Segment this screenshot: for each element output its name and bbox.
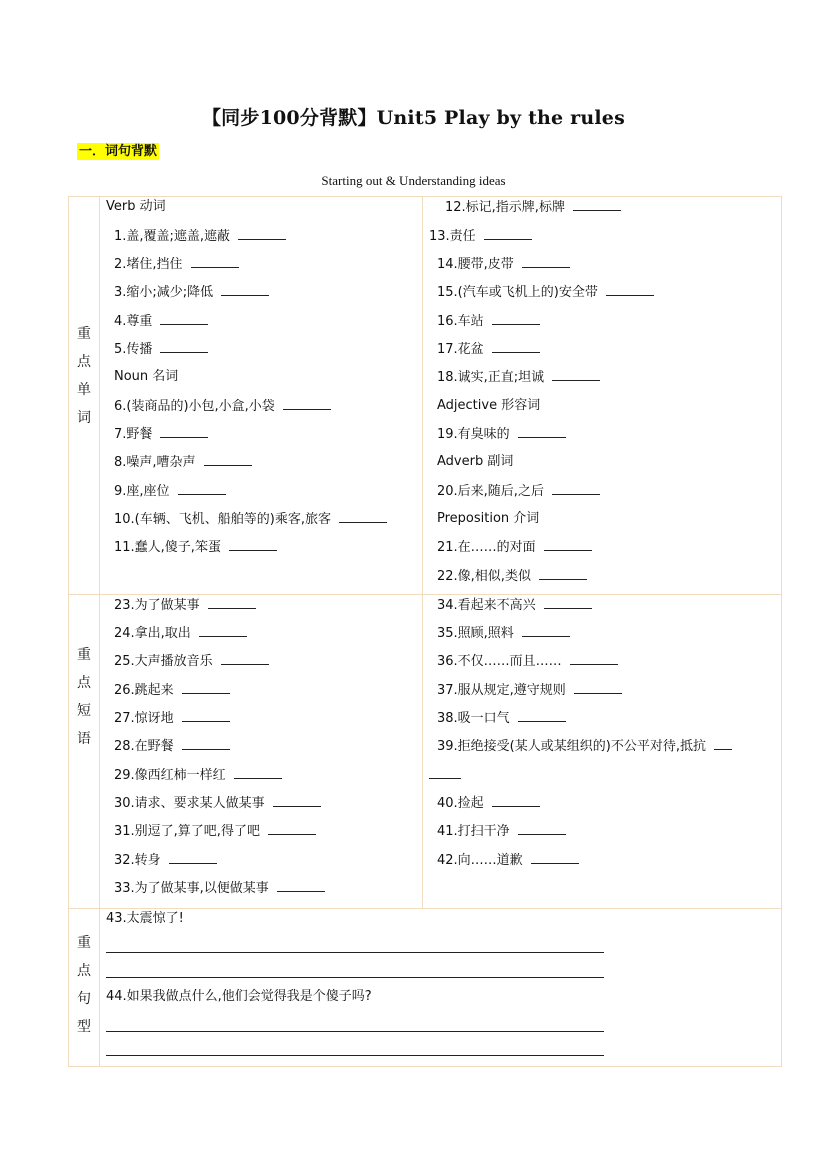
answer-blank[interactable]: [160, 312, 208, 325]
item-text: 19.有臭味的: [437, 427, 510, 442]
category-char: 单: [77, 382, 91, 398]
answer-blank[interactable]: [238, 227, 286, 240]
answer-blank[interactable]: [208, 596, 256, 609]
list-item: [437, 794, 540, 813]
list-item: [429, 227, 532, 246]
answer-blank[interactable]: [268, 822, 316, 835]
list-item: [437, 510, 539, 528]
list-item: [437, 851, 579, 870]
answer-blank[interactable]: [492, 794, 540, 807]
answer-blank[interactable]: [283, 397, 331, 410]
list-item: [114, 766, 282, 785]
answer-blank[interactable]: [221, 283, 269, 296]
answer-blank[interactable]: [229, 538, 277, 551]
list-item: [114, 851, 217, 870]
item-text: 29.像西红柿一样红: [114, 768, 226, 783]
answer-blank[interactable]: [277, 879, 325, 892]
table-border-right: [781, 196, 782, 1067]
item-text: 22.像,相似,类似: [437, 569, 531, 584]
item-text: 38.吸一口气: [437, 711, 510, 726]
item-text: Verb 动词: [106, 199, 166, 214]
item-text: 1.盖,覆盖;遮盖,遮蔽: [114, 229, 231, 244]
page-title: 【同步100分背默】Unit5 Play by the rules: [201, 107, 625, 129]
list-item: [437, 596, 592, 615]
item-text: 34.看起来不高兴: [437, 598, 536, 613]
item-text: 17.花盆: [437, 342, 484, 357]
category-char: 句: [77, 991, 91, 1007]
answer-blank[interactable]: [204, 453, 252, 466]
category-char: 语: [77, 731, 91, 747]
list-item: [114, 227, 286, 246]
list-item: [114, 879, 325, 898]
category-char: 重: [77, 935, 91, 951]
answer-blank[interactable]: [484, 227, 532, 240]
item-text: 11.蠢人,傻子,笨蛋: [114, 540, 221, 555]
answer-blank[interactable]: [160, 425, 208, 438]
item-text: 5.传播: [114, 342, 153, 357]
category-phrases: [68, 641, 100, 753]
item-text: 16.车站: [437, 314, 484, 329]
section-heading: 一．词句背默: [79, 144, 158, 159]
category-char: 点: [77, 963, 91, 979]
list-item: [114, 596, 256, 615]
list-item: [114, 709, 230, 728]
answer-line[interactable]: [106, 1055, 604, 1056]
item-text: 44.如果我做点什么,他们会觉得我是个傻子吗?: [106, 989, 372, 1004]
answer-blank[interactable]: [182, 681, 230, 694]
table-border-bottom: [68, 1066, 782, 1067]
list-item: [437, 312, 540, 331]
list-item: [437, 255, 570, 274]
list-item: [114, 681, 230, 700]
item-text: 37.服从规定,遵守规则: [437, 683, 566, 698]
list-item: [437, 652, 618, 671]
table-border-top: [68, 196, 782, 197]
category-char: 词: [77, 410, 91, 426]
item-text: 36.不仅……而且……: [437, 654, 562, 669]
answer-blank[interactable]: [573, 198, 621, 211]
category-sentences: [68, 929, 100, 1041]
item-text: Adverb 副词: [437, 454, 514, 469]
answer-blank[interactable]: [544, 596, 592, 609]
item-text: 6.(装商品的)小包,小盒,小袋: [114, 399, 275, 414]
answer-blank[interactable]: [714, 737, 732, 750]
answer-blank[interactable]: [574, 681, 622, 694]
item-text: 3.缩小;减少;降低: [114, 285, 214, 300]
list-item: [114, 652, 269, 671]
list-item: [114, 368, 178, 386]
list-item: [437, 482, 600, 501]
list-item: [114, 255, 239, 274]
answer-blank[interactable]: [518, 425, 566, 438]
list-item: [114, 510, 387, 529]
answer-blank[interactable]: [539, 567, 587, 580]
item-text: 25.大声播放音乐: [114, 654, 213, 669]
sentence-prompt: [106, 910, 184, 928]
table-border-center: [422, 196, 423, 908]
list-item: [437, 567, 587, 586]
item-text: 2.堵住,挡住: [114, 257, 183, 272]
answer-blank[interactable]: [492, 340, 540, 353]
sentence-prompt: [106, 988, 372, 1006]
item-text: 35.照顾,照料: [437, 626, 514, 641]
item-text: 28.在野餐: [114, 739, 174, 754]
item-text: 4.尊重: [114, 314, 153, 329]
list-item: [114, 822, 316, 841]
list-item-continuation: [429, 766, 461, 785]
table-border-mid1: [68, 594, 782, 595]
item-text: Adjective 形容词: [437, 398, 541, 413]
item-text: 9.座,座位: [114, 484, 170, 499]
answer-blank[interactable]: [518, 822, 566, 835]
item-text: 32.转身: [114, 853, 161, 868]
list-item: [437, 340, 540, 359]
list-item: [437, 538, 592, 557]
answer-blank[interactable]: [518, 709, 566, 722]
answer-blank[interactable]: [234, 766, 282, 779]
category-char: 重: [77, 647, 91, 663]
item-text: 26.跳起来: [114, 683, 174, 698]
answer-blank[interactable]: [552, 482, 600, 495]
list-item: [437, 822, 566, 841]
answer-blank[interactable]: [273, 794, 321, 807]
list-item: [114, 312, 208, 331]
item-text: 21.在……的对面: [437, 540, 536, 555]
answer-blank[interactable]: [182, 737, 230, 750]
subtitle: Starting out & Understanding ideas: [321, 173, 506, 188]
answer-blank[interactable]: [199, 624, 247, 637]
list-item: [437, 681, 622, 700]
answer-blank[interactable]: [221, 652, 269, 665]
category-words: [68, 320, 100, 432]
list-item: [437, 453, 513, 471]
list-item: [437, 397, 540, 415]
list-item: [114, 340, 208, 359]
item-text: 40.捡起: [437, 796, 484, 811]
item-text: 30.请求、要求某人做某事: [114, 796, 265, 811]
list-item: [114, 737, 230, 756]
item-text: Noun 名词: [114, 369, 179, 384]
list-item: [114, 425, 208, 444]
item-text: 42.向……道歉: [437, 853, 523, 868]
list-item: [106, 198, 166, 216]
item-text: 43.太震惊了!: [106, 911, 184, 926]
answer-blank[interactable]: [531, 851, 579, 864]
list-item: [114, 283, 269, 302]
item-text: 24.拿出,取出: [114, 626, 191, 641]
answer-blank[interactable]: [178, 482, 226, 495]
item-text: 27.惊讶地: [114, 711, 174, 726]
answer-blank[interactable]: [429, 766, 461, 779]
answer-blank[interactable]: [339, 510, 387, 523]
category-char: 重: [77, 326, 91, 342]
answer-blank[interactable]: [169, 851, 217, 864]
list-item: [445, 198, 621, 217]
answer-blank[interactable]: [160, 340, 208, 353]
category-char: 点: [77, 354, 91, 370]
item-text: 23.为了做某事: [114, 598, 200, 613]
answer-blank[interactable]: [522, 255, 570, 268]
item-text: 33.为了做某事,以便做某事: [114, 881, 269, 896]
list-item: [114, 397, 331, 416]
item-text: 13.责任: [429, 229, 476, 244]
list-item: [114, 538, 277, 557]
answer-blank[interactable]: [552, 368, 600, 381]
item-text: 31.别逗了,算了吧,得了吧: [114, 824, 260, 839]
list-item: [437, 709, 566, 728]
item-text: 14.腰带,皮带: [437, 257, 514, 272]
list-item: [437, 368, 600, 387]
list-item: [437, 624, 570, 643]
table-border-mid2: [68, 908, 782, 909]
list-item: [114, 624, 247, 643]
list-item: [114, 453, 252, 472]
item-text: Preposition 介词: [437, 511, 540, 526]
item-text: 15.(汽车或飞机上的)安全带: [437, 285, 598, 300]
item-text: 10.(车辆、飞机、船舶等的)乘客,旅客: [114, 512, 331, 527]
item-text: 20.后来,随后,之后: [437, 484, 544, 499]
category-char: 型: [77, 1019, 91, 1035]
item-text: 39.拒绝接受(某人或某组织的)不公平对待,抵抗: [437, 739, 706, 754]
category-char: 短: [77, 703, 91, 719]
item-text: 8.噪声,嘈杂声: [114, 455, 196, 470]
answer-blank[interactable]: [182, 709, 230, 722]
item-text: 7.野餐: [114, 427, 153, 442]
item-text: 12.标记,指示牌,标牌: [445, 200, 565, 215]
answer-blank[interactable]: [570, 652, 618, 665]
list-item: [114, 482, 226, 501]
answer-line[interactable]: [106, 952, 604, 953]
category-char: 点: [77, 675, 91, 691]
list-item: [437, 283, 654, 302]
answer-blank[interactable]: [606, 283, 654, 296]
item-text: 18.诚实,正直;坦诚: [437, 370, 545, 385]
answer-blank[interactable]: [191, 255, 239, 268]
list-item: [114, 794, 321, 813]
list-item: [437, 737, 732, 756]
answer-line[interactable]: [106, 977, 604, 978]
item-text: 41.打扫干净: [437, 824, 510, 839]
list-item: [437, 425, 566, 444]
answer-blank[interactable]: [544, 538, 592, 551]
answer-blank[interactable]: [522, 624, 570, 637]
answer-line[interactable]: [106, 1031, 604, 1032]
answer-blank[interactable]: [492, 312, 540, 325]
